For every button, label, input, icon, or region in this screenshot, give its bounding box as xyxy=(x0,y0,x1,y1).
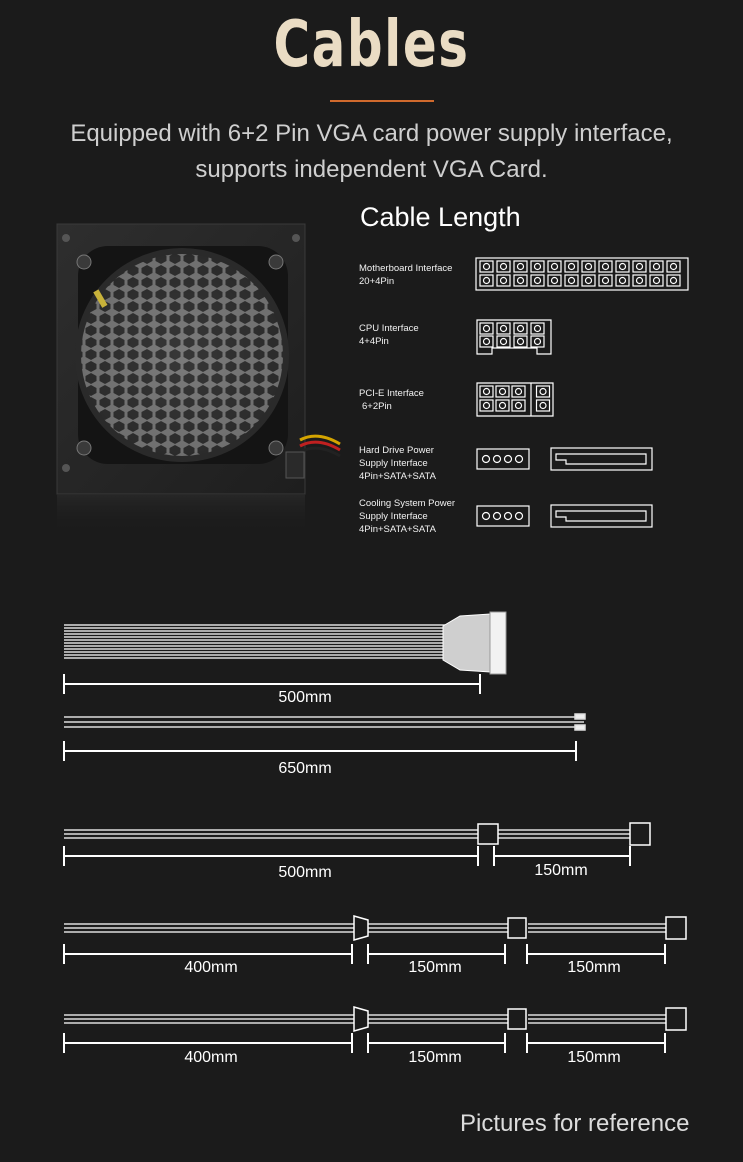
motherboard-connector-icon xyxy=(443,612,506,674)
pcie-cable xyxy=(64,830,630,838)
length-label: 150mm xyxy=(408,1049,462,1066)
length-label: 500mm xyxy=(278,864,332,881)
length-label: 400mm xyxy=(184,959,238,976)
length-label: 500mm xyxy=(278,689,332,706)
page-title: Cables xyxy=(273,8,470,82)
interface-label-motherboard: Motherboard Interface 20+4Pin xyxy=(359,263,453,287)
length-label: 150mm xyxy=(567,959,621,976)
subtitle-line-2: supports independent VGA Card. xyxy=(195,156,548,183)
screw-icon xyxy=(292,234,300,242)
length-label: 400mm xyxy=(184,1049,238,1066)
connector-24pin-icon xyxy=(476,258,688,290)
connector-pcie-8pin-icon xyxy=(477,383,553,416)
psu-image xyxy=(57,224,340,534)
interface-label-cooling: Cooling System Power Supply Interface 4Pin+SATA+SATA xyxy=(359,498,456,535)
cable-length-title: Cable Length xyxy=(360,202,521,232)
length-label: 150mm xyxy=(534,862,588,879)
interface-label-hdd: Hard Drive Power Supply Interface 4Pin+SATA+SATA xyxy=(359,445,436,482)
connector-molex-icon xyxy=(477,506,529,526)
screw-icon xyxy=(62,234,70,242)
interface-label-pcie: PCI-E Interface 6+2Pin xyxy=(359,388,424,412)
cpu-cable xyxy=(64,714,585,730)
dimension-line xyxy=(64,741,576,761)
connector-sata-icon xyxy=(551,448,652,470)
connector-cpu-8pin-icon xyxy=(477,320,551,354)
subtitle-line-1: Equipped with 6+2 Pin VGA card power supply interface, xyxy=(70,120,673,147)
pictures-reference-note: Pictures for reference xyxy=(460,1110,690,1137)
connector-sata-icon xyxy=(551,505,652,527)
length-label: 150mm xyxy=(408,959,462,976)
motherboard-cable xyxy=(64,625,445,658)
length-label: 150mm xyxy=(567,1049,621,1066)
length-label: 650mm xyxy=(278,760,332,777)
interface-label-cpu: CPU Interface 4+4Pin xyxy=(359,323,419,347)
connector-molex-icon xyxy=(477,449,529,469)
screw-icon xyxy=(62,464,70,472)
